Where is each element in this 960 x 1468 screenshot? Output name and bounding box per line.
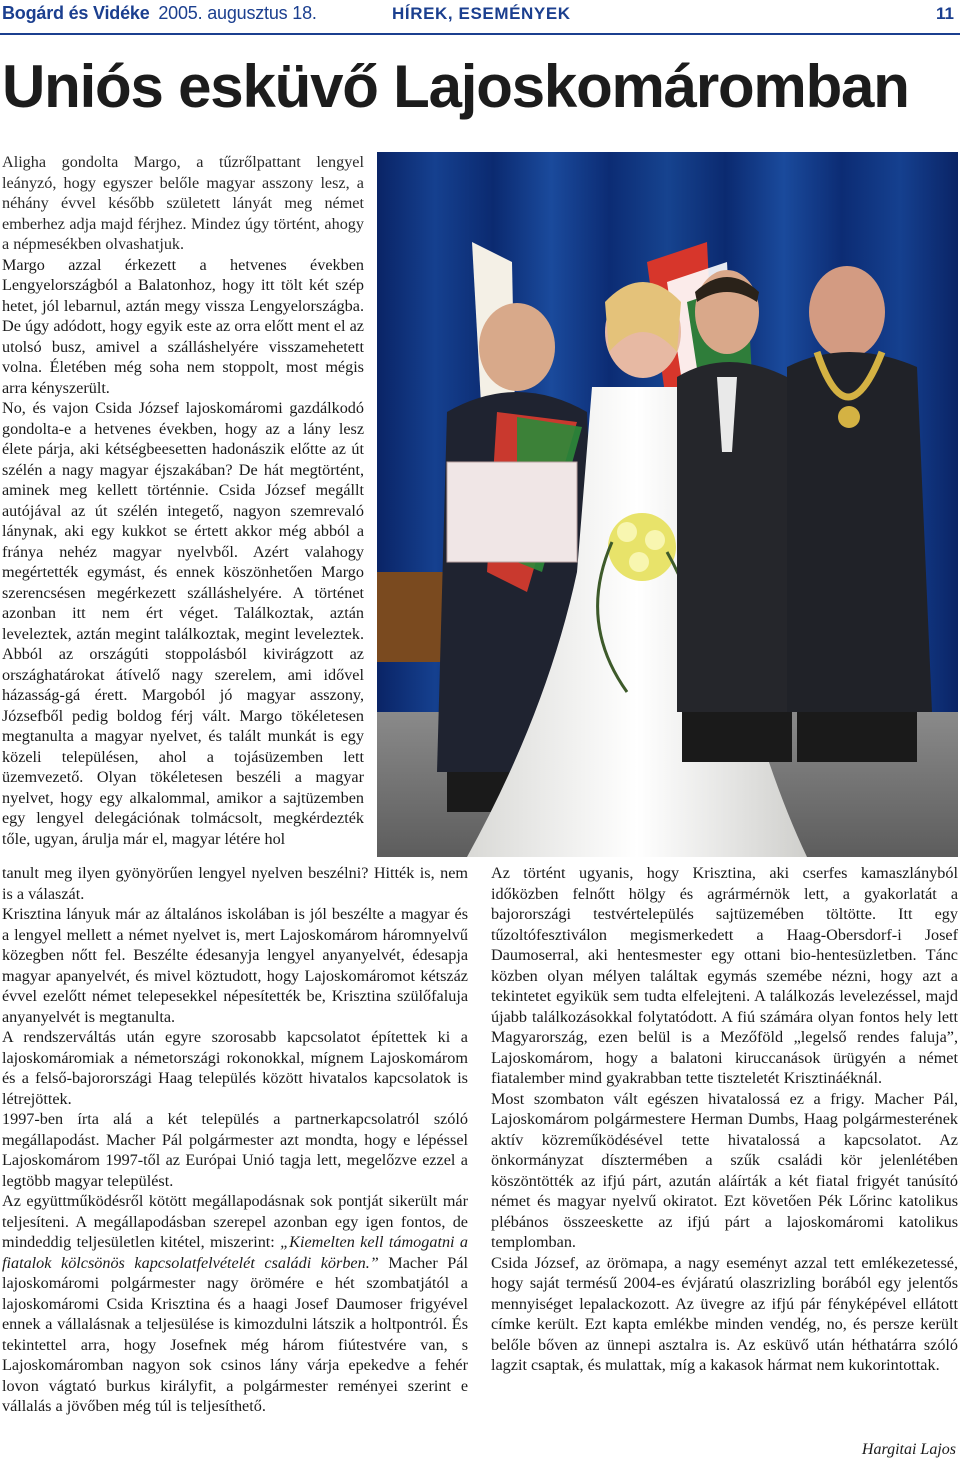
body-paragraph: Most szombaton vált egészen hivatalossá ez a frigy. Macher Pál, Lajoskomárom polgármestere Herman Dumbs, Haag polgármesterének aktív közreműködésével tette hivatalossá a kapcsolatot. Az önkormányzat dísztermében a szűk családi kör jelenlétében köszöntötték az ifjú párt, azután aláírták a két fiatal frigyét tanúsító német és magyar nyelvű okiratot. Ezt követően Pék Lőrinc katolikus plébános összeeskette az ifjú párt a lajoskomáromi katolikus templomban. bbox=[491, 1089, 958, 1251]
article-author: Hargitai Lajos bbox=[861, 1441, 956, 1458]
article-headline: Uniós esküvő Lajoskomáromban bbox=[2, 53, 909, 120]
intro-paragraph: Aligha gondolta Margo, a tűzrőlpattant lengyel leányzó, hogy egyszer belőle magyar asszony lesz, a néhány évvel később született lányát meg német emberhez adja majd férjhez. Mindez úgy történt, ahogy a népmesékben olvashatjuk. bbox=[2, 153, 364, 253]
chair bbox=[377, 572, 447, 662]
groom-suit bbox=[677, 362, 797, 712]
quote-lead: Az együttműködésről kötött megállapodásnak sok pontját sikerült már teljesíteni. A megállapodásban szerepel azonban egy igen fontos, de mindeddig teljesületlen kitétel, miszerint: bbox=[2, 1192, 468, 1251]
quote-follow: Macher Pál lajoskomáromi polgármester nagy örömére e hét szombatjától a lajoskomáromi Csida Krisztina és a haagi Josef Daumoser frigyével ennek a vállalásnak a teljesülése is kimozdulni látszik a holtpontról. És tekintettel arra, hogy Josefnek még három fiútestvére van, s Lajoskomáromban nagyon sok csinos lány várja epekedve a fehér lovon vágtató burkus királyfit, a polgármester reményei szerint e vállalás a jövőben még túl is teljesíthető. bbox=[2, 1253, 468, 1415]
masthead bbox=[2, 3, 317, 24]
quote-text: „Kiemelten kell támogatni a fiatalok kölcsönös kapcsolatfelvételét családi körben.” bbox=[2, 1233, 468, 1272]
man-left-head bbox=[479, 303, 555, 391]
body-paragraph: tanult meg ilyen gyönyörűen lengyel nyelven beszélni? Hitték is, nem is a válaszát. bbox=[2, 864, 468, 903]
mayor-suit bbox=[787, 352, 932, 712]
certificate bbox=[447, 462, 577, 562]
wedding-photo-illustration bbox=[377, 152, 958, 857]
article-column-left bbox=[2, 152, 364, 849]
groom-legs bbox=[682, 712, 792, 762]
wedding-photo bbox=[377, 152, 958, 857]
body-paragraph: No, és vajon Csida József lajoskomáromi gazdálkodó gondolta-e a hetvenes években, hogy az a lány lesz élete párja, aki kétségbeesetten hadonászik előtte az út szélén a nagy magyar éjszakában? De hát megtörtént, aminek meg kellett történnie. Csida József megállt autójával az út szélén integető, nagyon szemrevaló lánynak, aki egy kukkot se értett akkor még abból a fránya nehéz magyar nyelvből. Azért valahogy megértették egymást, és ennek köszönhetően Margo szerencsésen megérkezett szálláshelyére. A történet azonban itt nem ért véget. Találkoztak, aztán leveleztek, aztán megint találkoztak, megint leveleztek. Abból az országúti stoppolásból kivirágzott az országhatárokat átívelő nagy szerelem, ami idővel házasság-gá érett. Margoból jó magyar asszony, Józsefből pedig boldog férj vált. Margo tökéletesen megtanulta a magyar nyelvet, és talált munkát is egy közeli településen, ahol a tojásüzemben lett üzemvezető. Olyan tökéletesen beszéli a magyar nyelvet, hogy egy alkalommal, amikor a sajtüzemben egy lengyel delegációnak tolmácsolt, megkérdezték tőle, ugyan, árulja már el, magyar létére hol bbox=[2, 399, 364, 848]
page-header bbox=[0, 0, 960, 34]
page-number: 11 bbox=[936, 4, 954, 23]
body-paragraph-quote bbox=[2, 1191, 468, 1417]
body-paragraph: 1997-ben írta alá a két település a partnerkapcsolatról szóló megállapodást. Macher Pál polgármester azt mondta, hogy e lépéssel Lajoskomárom 1997-től az Európai Unió tagja lett, megelőzve ezzel a legtöbb magyar települést. bbox=[2, 1110, 468, 1190]
body-paragraph: Az történt ugyanis, hogy Krisztina, aki cserfes kamaszlányból időközben felnőtt hölgy és agrármérnök lett, a gyakorlatát a bajorországi testvértelepülés sajtüzemében töltötte. Itt egy tűzoltófesztiválon megismerkedett a Haag-Obersdorf-i Josef Daumoserral, aki hentesmester egy ottani bio-hentesüzletben. Tánc közben olyan mélyen találtak egymás szemébe nézni, hogy azt a tekintetet egyikük sem tudta elfelejteni. A találkozás levelezéssel, majd újabb találkozásokkal folytatódott. A fiú számára olyan fontos hely lett Magyarország, ezen belül is a Mezőföld „legelső rendes faluja”, Lajoskomárom, hogy a balatoni kiruccanások ürügyén a német fiatalember mind gyakrabban tette tiszteletét Krisztináéknál. bbox=[491, 864, 958, 1087]
body-paragraph: Csida József, az örömapa, a nagy eseményt azzal tett emlékezetessé, hogy saját termésű 2004-es évjáratú olaszrizling borából egy jelentős mennyiséget lepalackozott. Az üvegre az ifjú pár fényképével ellátott címke került. Ezt kapta emlékbe minden vendég, no, és persze került belőle bőven az ünnepi asztalra is. Az esküvő után héthatárra szóló lagzit csaptak, és mulattak, míg a kakasok hármat nem kukorintottak. bbox=[491, 1253, 958, 1374]
article-column-wide bbox=[2, 863, 468, 1417]
masthead-title: Bogárd és Vidéke bbox=[2, 3, 150, 23]
mayor-head bbox=[809, 266, 885, 358]
article-column-right bbox=[491, 863, 958, 1376]
body-paragraph: Krisztina lányuk már az általános iskolában is jól beszélte a magyar és a lengyel mellett a német nyelvet is, mert Lajoskomárom háromnyelvű közegben nőtt fel. Beszélte édesanyja lengyel anyanyelvét, édesapja magyar apanyelvét, és mivel köztudott, hogy Lajoskomáromot kétszáz évvel ezelőtt német telepesekkel népesítették be, Krisztina szülőfaluja anyanyelvét is megtanulta. bbox=[2, 905, 468, 1026]
section-title: HÍREK, ESEMÉNYEK bbox=[392, 4, 571, 23]
header-rule bbox=[0, 33, 960, 35]
body-paragraph: Margo azzal érkezett a hetvenes években Lengyelországból a Balatonhoz, hogy itt tölt két szép hetet, jól lebarnul, aztán megy vissza Lengyelországba. De úgy adódott, hogy egyik este az orra előtt ment el az utolsó busz, amivel a szálláshelyére visszamehetett volna. Életében még soha nem stoppolt, most mégis arra kényszerült. bbox=[2, 255, 364, 397]
issue-date: 2005. augusztus 18. bbox=[158, 3, 317, 23]
mayor-legs bbox=[797, 712, 917, 762]
body-paragraph: A rendszerváltás után egyre szorosabb kapcsolatot építettek ki a lajoskomáromiak a németországi rokonokkal, mígnem Lajoskomárom és a felső-bajorországi Haag település között hivatalos kapcsolatok is létrejöttek. bbox=[2, 1028, 468, 1108]
